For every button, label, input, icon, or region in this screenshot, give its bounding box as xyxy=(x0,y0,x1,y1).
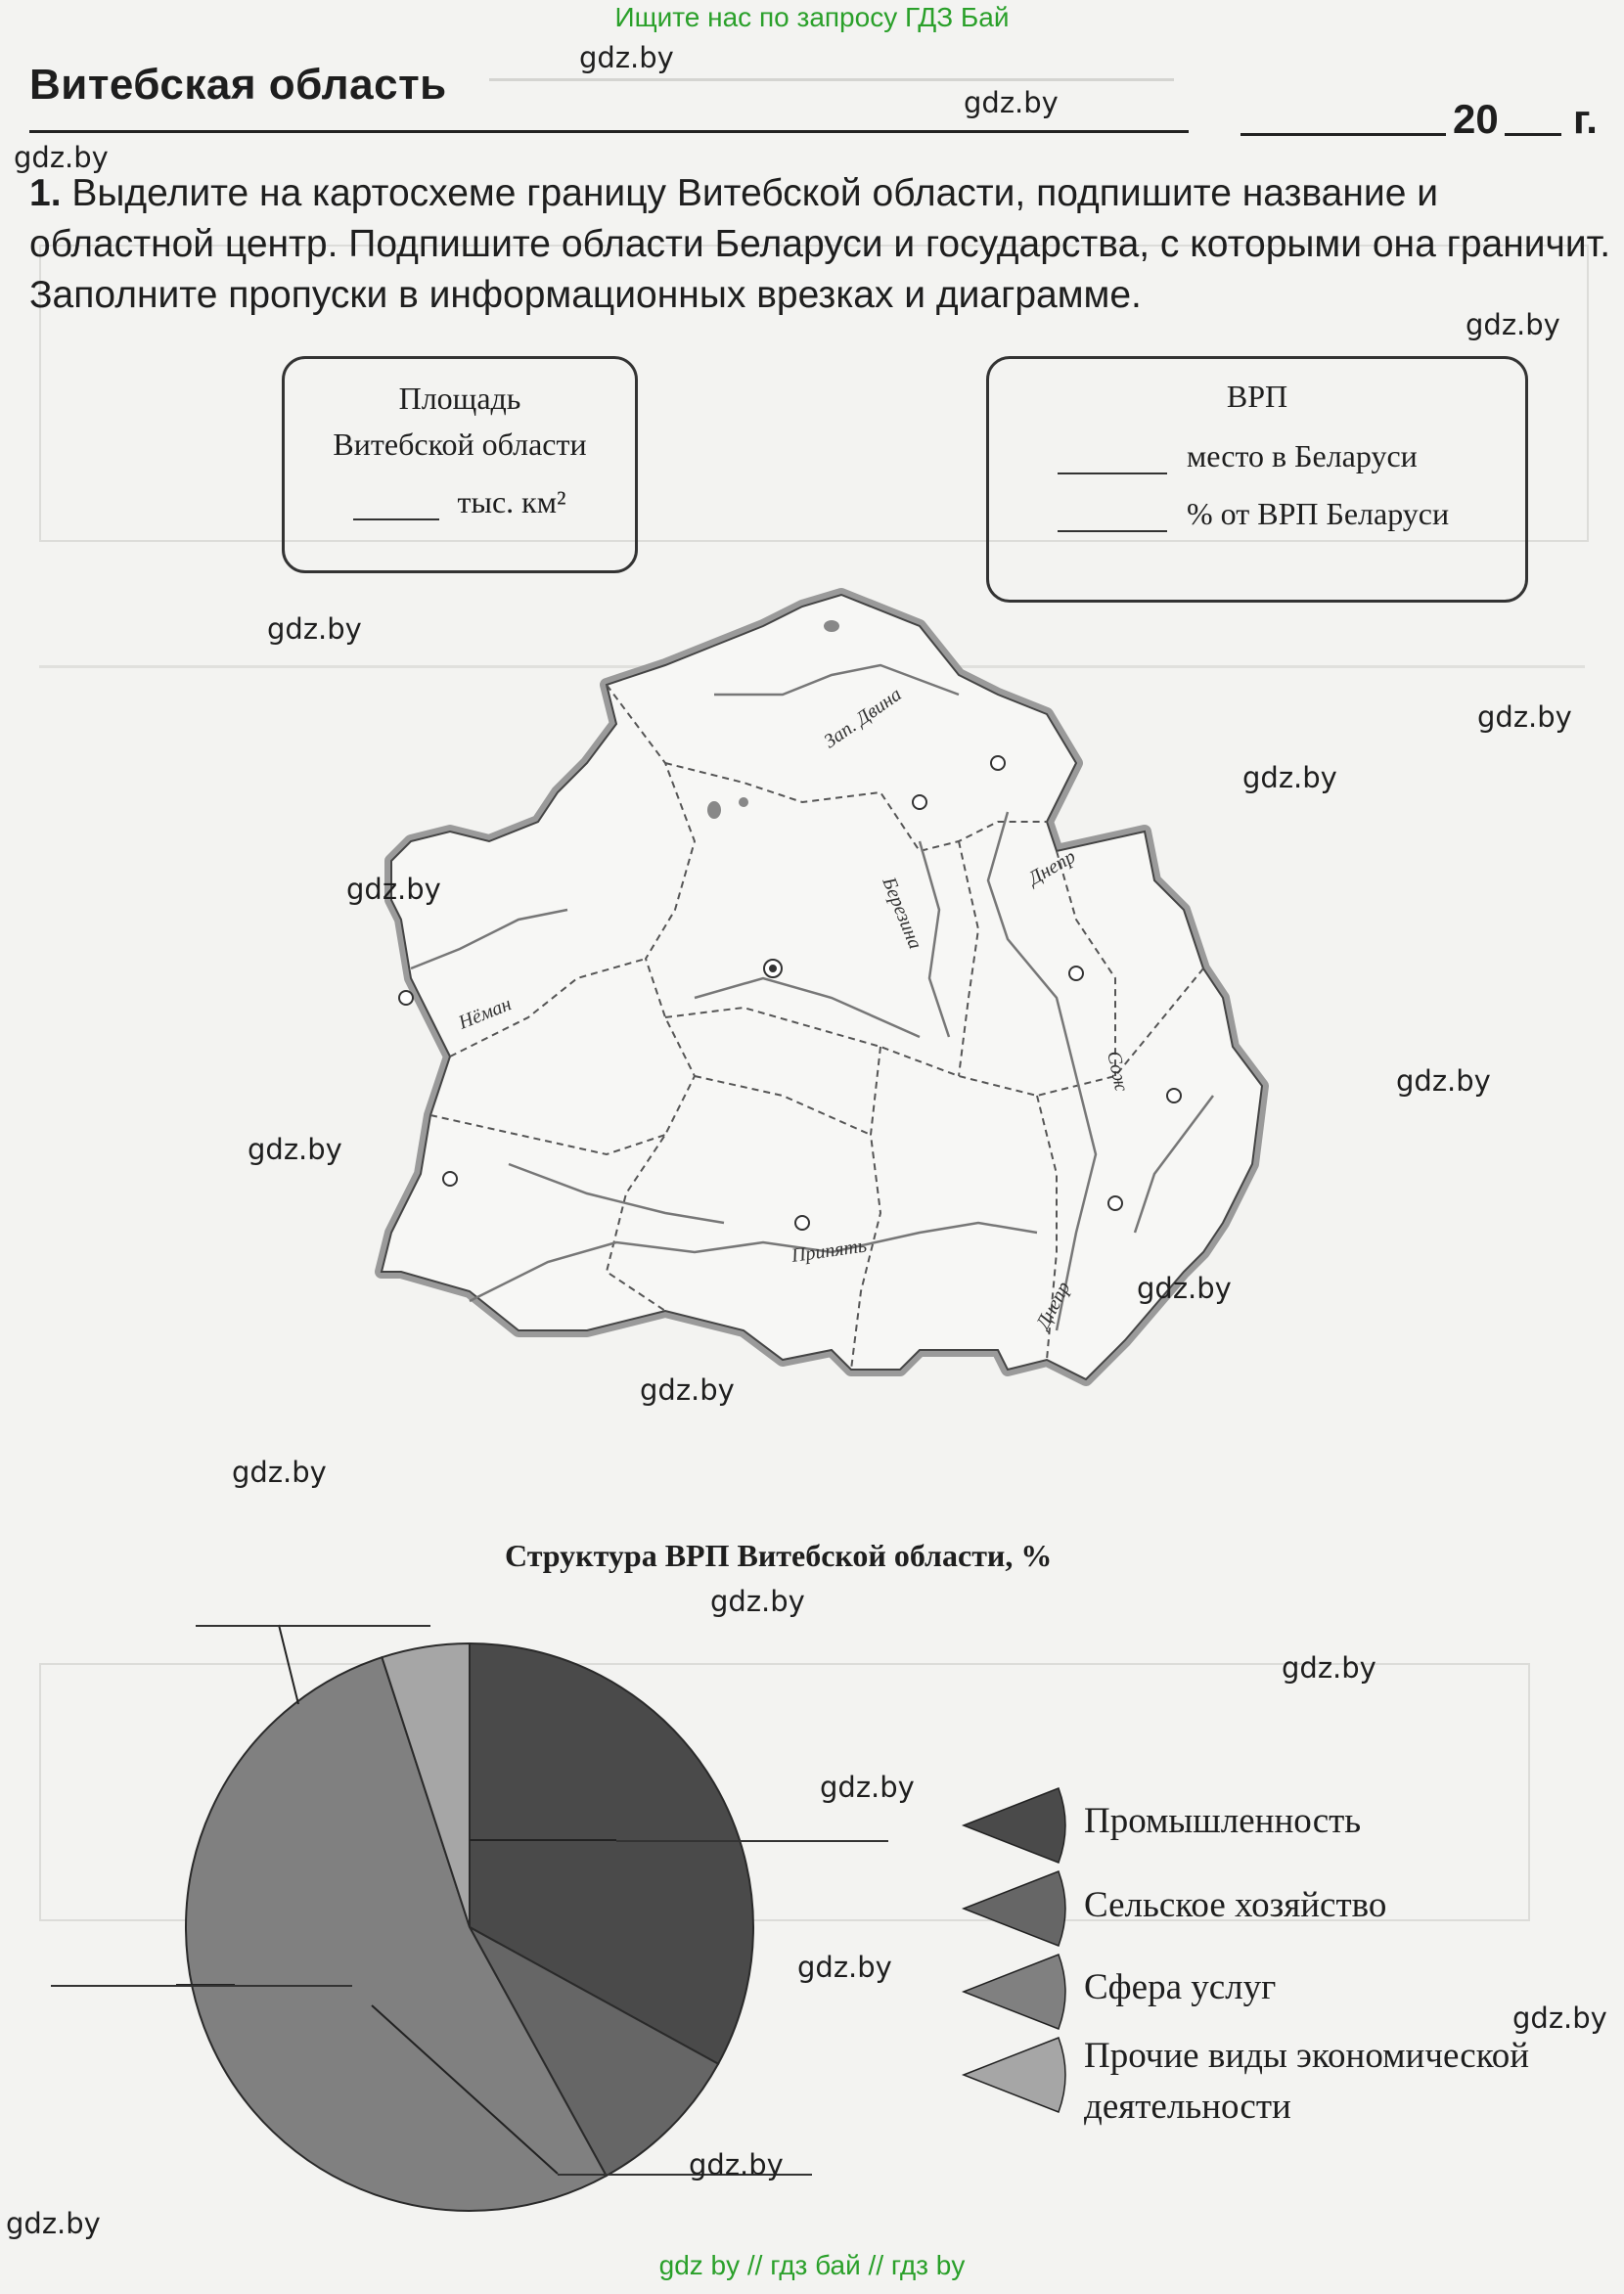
top-banner: Ищите нас по запросу ГДЗ Бай xyxy=(614,2,1010,32)
river-label-sozh: Сож xyxy=(1103,1049,1133,1094)
vrp-info-box xyxy=(986,356,1528,603)
watermark: gdz.by xyxy=(1466,308,1560,341)
legend-swatches xyxy=(959,1786,1076,2138)
vrp-place-blank[interactable] xyxy=(1058,443,1167,474)
legend-label-other-line2: деятельности xyxy=(1084,2087,1291,2127)
watermark: gdz.by xyxy=(6,2207,101,2240)
watermark: gdz.by xyxy=(1396,1064,1491,1098)
river-label-zap-dvina: Зап. Двина xyxy=(820,683,906,753)
watermark: gdz.by xyxy=(1137,1272,1232,1305)
vrp-place-label: место в Беларуси xyxy=(1187,438,1418,473)
legend-swatch-agriculture xyxy=(964,1871,1065,1946)
river-label-dnepr-south: Днепр xyxy=(1031,1278,1075,1333)
watermark: gdz.by xyxy=(1282,1651,1376,1685)
legend-label-services: Сфера услуг xyxy=(1084,1967,1277,2007)
watermark: gdz.by xyxy=(232,1456,327,1489)
watermark: gdz.by xyxy=(1512,2002,1607,2035)
year-blank-line xyxy=(1505,133,1561,136)
watermark: gdz.by xyxy=(267,612,362,646)
river-label-berezina: Березина xyxy=(878,874,926,953)
watermark: gdz.by xyxy=(579,41,674,74)
area-box-line1: Площадь xyxy=(398,381,521,416)
task-number: 1. xyxy=(29,172,62,214)
pie-answer-line-services[interactable] xyxy=(51,1985,352,1987)
area-answer-blank[interactable] xyxy=(353,489,439,520)
area-box-line2: Витебской области xyxy=(333,427,587,462)
watermark: gdz.by xyxy=(1242,761,1337,794)
vrp-box-title: ВРП xyxy=(1226,379,1288,414)
leader-line-other xyxy=(279,1625,298,1704)
legend-label-industry: Промышленность xyxy=(1084,1801,1362,1841)
river-label-pripyat: Припять xyxy=(789,1235,869,1267)
task-1 xyxy=(29,168,1614,321)
vrp-percent-label: % от ВРП Беларуси xyxy=(1187,496,1450,531)
river-label-neman: Нёман xyxy=(455,993,515,1034)
watermark: gdz.by xyxy=(14,141,109,174)
chart-legend xyxy=(959,1786,1624,2138)
watermark: gdz.by xyxy=(640,1373,735,1407)
legend-swatch-services xyxy=(964,1955,1065,2029)
vrp-percent-blank[interactable] xyxy=(1058,501,1167,532)
watermark: gdz.by xyxy=(346,873,441,906)
belarus-outline-map[interactable] xyxy=(372,587,1282,1389)
watermark: gdz.by xyxy=(964,86,1059,119)
area-info-box xyxy=(282,356,638,573)
watermark: gdz.by xyxy=(1477,700,1572,734)
pie-answer-line-industry[interactable] xyxy=(616,1840,888,1842)
legend-swatch-other xyxy=(964,2038,1065,2112)
task-text: Выделите на картосхеме границу Витебской области, подпишите название и областной центр. Подпишите области Беларуси и государства, с которыми она граничит. Заполните пропуски в информационных врезках и диаграмме. xyxy=(29,172,1611,316)
watermark: gdz.by xyxy=(710,1585,805,1618)
area-unit: тыс. км² xyxy=(457,484,566,519)
pie-answer-line-other[interactable] xyxy=(196,1625,430,1627)
watermark: gdz.by xyxy=(820,1771,915,1804)
legend-swatch-industry xyxy=(964,1788,1065,1863)
river-label-dnepr-north: Днепр xyxy=(1024,845,1080,890)
watermark: gdz.by xyxy=(797,1951,892,1984)
year-prefix: 20 xyxy=(1453,96,1499,142)
title-underline xyxy=(29,130,1189,133)
legend-label-other: Прочие виды экономической xyxy=(1084,2036,1530,2076)
year-suffix: г. xyxy=(1573,96,1598,142)
watermark: gdz.by xyxy=(248,1133,342,1166)
chart-title: Структура ВРП Витебской области, % xyxy=(505,1538,1053,1573)
date-blank-line xyxy=(1241,133,1446,136)
bottom-banner: gdz by // гдз бай // гдз by xyxy=(658,2250,966,2280)
vrp-structure-pie-chart xyxy=(166,1624,773,2230)
page-title: Витебская область xyxy=(29,61,447,109)
legend-label-agriculture: Сельское хозяйство xyxy=(1084,1885,1387,1925)
watermark: gdz.by xyxy=(689,2148,784,2182)
